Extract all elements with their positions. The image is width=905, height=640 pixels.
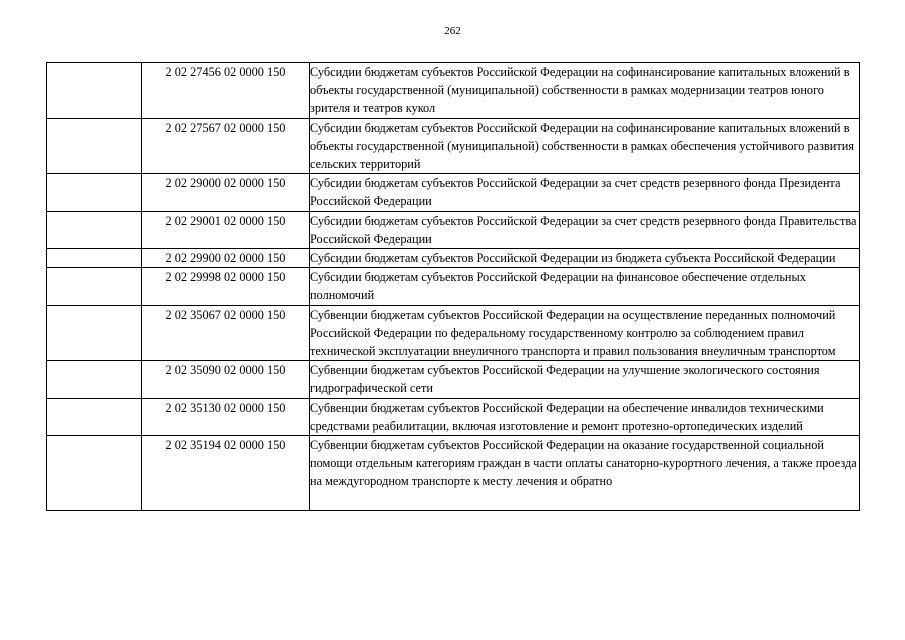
table-row — [47, 361, 860, 398]
revenue-description-cell: Субсидии бюджетам субъектов Российской Федерации за счет средств резервного фонда Президента Российской Федерации — [310, 174, 860, 211]
admin-code-cell — [47, 249, 142, 268]
revenue-code-cell: 2 02 35090 02 0000 150 — [142, 361, 310, 398]
revenue-code-cell: 2 02 29000 02 0000 150 — [142, 174, 310, 211]
table-row — [47, 398, 860, 435]
revenue-code-cell: 2 02 35130 02 0000 150 — [142, 398, 310, 435]
admin-code-cell — [47, 436, 142, 511]
revenue-description-cell: Субвенции бюджетам субъектов Российской Федерации на осуществление переданных полномочий Российской Федерации по федеральному государственному контролю за соблюдением правил технической эксплуатации внеуличного транспорта и правил пользования внеуличным транспортом — [310, 305, 860, 361]
revenue-code-cell: 2 02 27456 02 0000 150 — [142, 63, 310, 119]
page-number: 262 — [444, 25, 461, 37]
table-row — [47, 249, 860, 268]
revenue-description-cell: Субвенции бюджетам субъектов Российской Федерации на оказание государственной социальной помощи отдельным категориям граждан в части оплаты санаторно-курортного лечения, а также проезда на междугородном транспорте к месту лечения и обратно — [310, 436, 860, 511]
revenue-description-cell: Субвенции бюджетам субъектов Российской Федерации на улучшение экологического состояния гидрографической сети — [310, 361, 860, 398]
revenue-code-cell: 2 02 35194 02 0000 150 — [142, 436, 310, 511]
revenue-code-cell: 2 02 35067 02 0000 150 — [142, 305, 310, 361]
admin-code-cell — [47, 268, 142, 305]
table-row — [47, 118, 860, 174]
table-row — [47, 174, 860, 211]
admin-code-cell — [47, 118, 142, 174]
revenue-description-cell: Субсидии бюджетам субъектов Российской Федерации на софинансирование капитальных вложений в объекты государственной (муниципальной) собственности в рамках модернизации театров юного зрителя и театров кукол — [310, 63, 860, 119]
revenue-description-cell: Субвенции бюджетам субъектов Российской Федерации на обеспечение инвалидов техническими средствами реабилитации, включая изготовление и ремонт протезно-ортопедических изделий — [310, 398, 860, 435]
revenue-code-cell: 2 02 29998 02 0000 150 — [142, 268, 310, 305]
admin-code-cell — [47, 361, 142, 398]
revenue-description-cell: Субсидии бюджетам субъектов Российской Федерации на финансовое обеспечение отдельных полномочий — [310, 268, 860, 305]
admin-code-cell — [47, 398, 142, 435]
revenue-code-cell: 2 02 27567 02 0000 150 — [142, 118, 310, 174]
table-row — [47, 63, 860, 119]
revenue-code-cell: 2 02 29900 02 0000 150 — [142, 249, 310, 268]
admin-code-cell — [47, 174, 142, 211]
admin-code-cell — [47, 305, 142, 361]
table-row — [47, 436, 860, 511]
revenue-description-cell: Субсидии бюджетам субъектов Российской Федерации из бюджета субъекта Российской Федерации — [310, 249, 860, 268]
table-row — [47, 305, 860, 361]
revenue-description-cell: Субсидии бюджетам субъектов Российской Федерации на софинансирование капитальных вложений в объекты государственной (муниципальной) собственности в рамках обеспечения устойчивого развития сельских территорий — [310, 118, 860, 174]
revenue-description-cell: Субсидии бюджетам субъектов Российской Федерации за счет средств резервного фонда Правительства Российской Федерации — [310, 211, 860, 248]
table-row — [47, 211, 860, 248]
revenue-code-cell: 2 02 29001 02 0000 150 — [142, 211, 310, 248]
admin-code-cell — [47, 63, 142, 119]
admin-code-cell — [47, 211, 142, 248]
budget-classification-table — [46, 62, 860, 511]
table-row — [47, 268, 860, 305]
